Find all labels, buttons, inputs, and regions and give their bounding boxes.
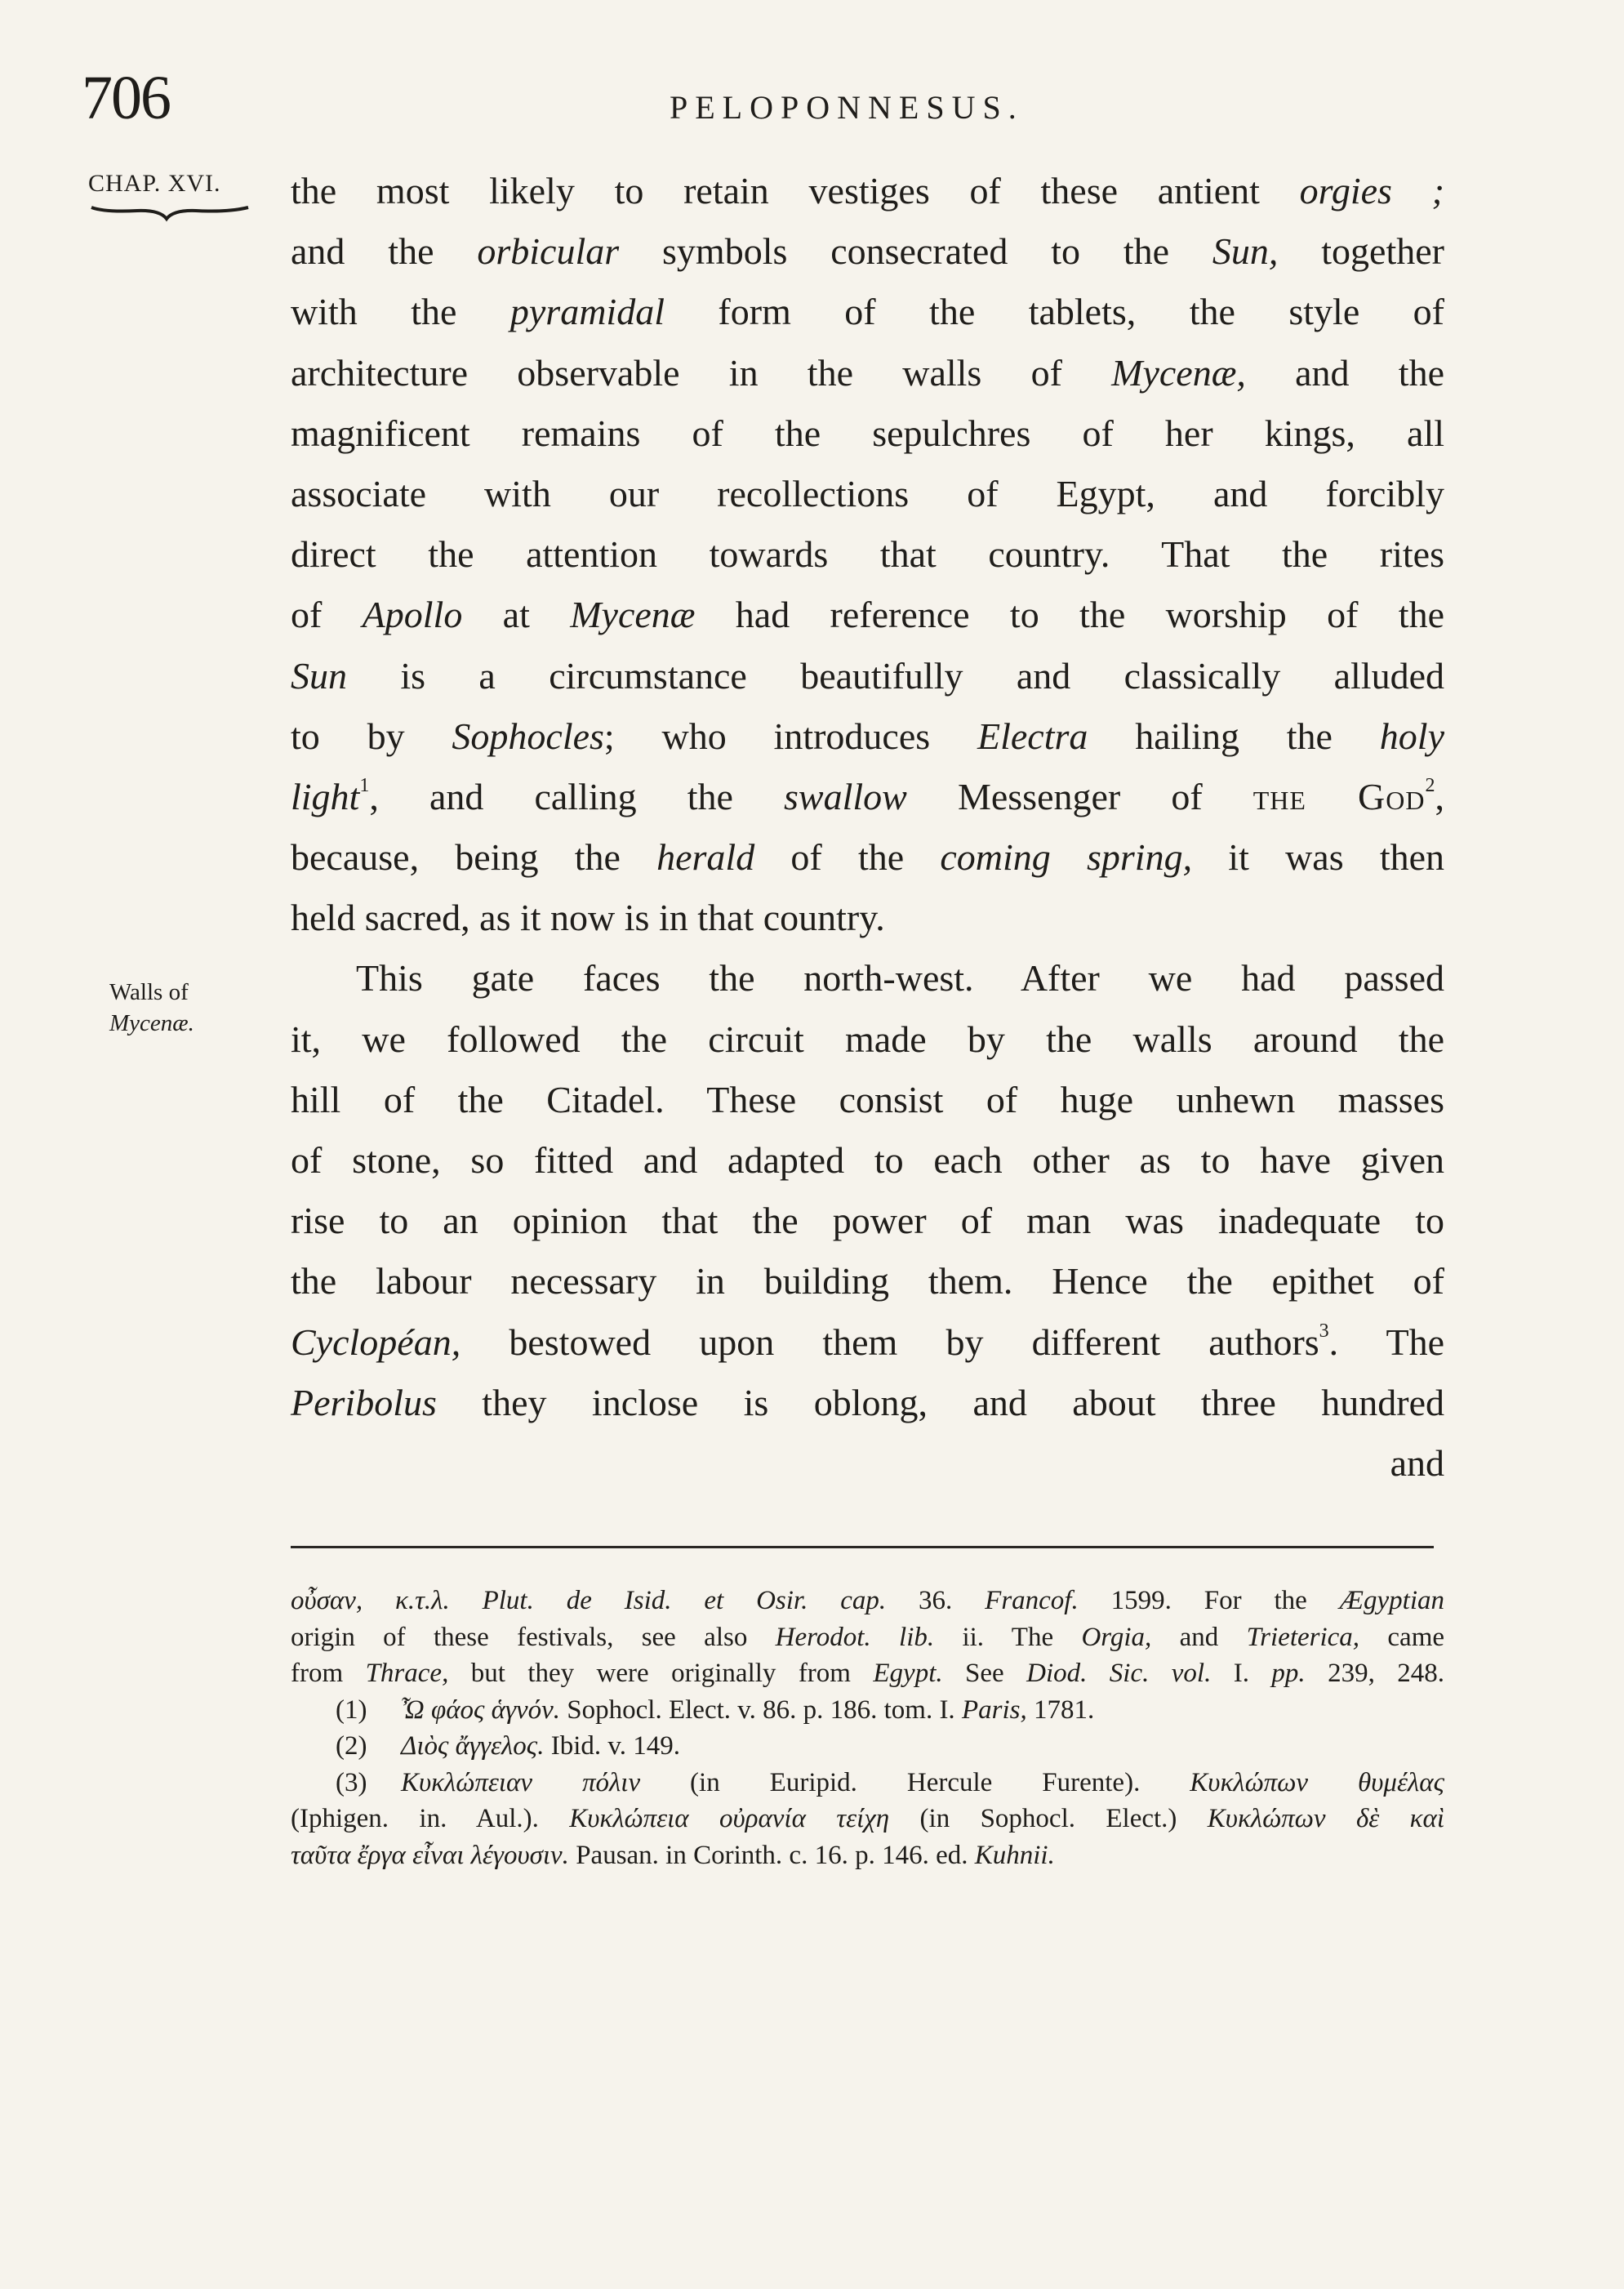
- body-line: the labour necessary in building them. Hence the epithet of: [291, 1260, 1444, 1303]
- body-text: [291, 161, 1444, 1494]
- body-line: to by Sophocles; who introduces Electra hailing the holy: [291, 715, 1444, 757]
- body-line: of Apollo at Mycenæ had reference to the worship of the: [291, 594, 1444, 636]
- body-line: and the orbicular symbols consecrated to the Sun, together: [291, 230, 1444, 273]
- footnote-3: (3) Κυκλώπειαν πόλιν (in Euripid. Hercule Furente). Κυκλώπων θυμέλας: [336, 1767, 1444, 1797]
- body-line: rise to an opinion that the power of man was inadequate to: [291, 1200, 1444, 1242]
- footnote-rule: [291, 1546, 1434, 1548]
- body-line: magnificent remains of the sepulchres of her kings, all: [291, 412, 1444, 454]
- body-line: hill of the Citadel. These consist of huge unhewn masses: [291, 1078, 1444, 1120]
- body-line: with the pyramidal form of the tablets, the style of: [291, 291, 1444, 333]
- footnote-line: from Thrace, but they were originally from Egypt. See Diod. Sic. vol. I. pp. 239, 248.: [291, 1659, 1444, 1688]
- body-line: associate with our recollections of Egypt, and forcibly: [291, 472, 1444, 514]
- body-line: Peribolus they inclose is oblong, and about three hundred: [291, 1381, 1444, 1423]
- page-number: 706: [82, 64, 170, 132]
- footnotes: [291, 1583, 1444, 1873]
- margin-note-line2: Mycenæ.: [109, 1010, 194, 1036]
- footnote-ref: 3: [1319, 1320, 1329, 1342]
- body-line: Sun is a circumstance beautifully and classically alluded: [291, 654, 1444, 697]
- body-line: light$^1$, and calling the swallow Messenger of the God$^2$,: [291, 774, 1444, 817]
- footnote-line: οὖσαν, κ.τ.λ. Plut. de Isid. et Osir. cap. 36. Francof. 1599. For the Ægyptian: [291, 1586, 1444, 1615]
- footnote-line: ταῦτα ἔργα εἶναι λέγουσιν. Pausan. in Corinth. c. 16. p. 146. ed. Kuhnii.: [291, 1840, 1055, 1870]
- margin-note: [109, 977, 194, 1039]
- footnote-ref: 1: [359, 774, 370, 796]
- footnote-ref: 2: [1425, 774, 1435, 796]
- footnote-line: origin of these festivals, see also Herodot. lib. ii. The Orgia, and Trieterica, came: [291, 1622, 1445, 1652]
- body-line: Cyclopéan, bestowed upon them by different authors$^3$. The: [291, 1320, 1444, 1363]
- footnote-line: (Iphigen. in. Aul.). Κυκλώπεια οὐρανία τείχη (in Sophocl. Elect.) Κυκλώπων δὲ καὶ: [291, 1804, 1444, 1833]
- footnote-2: (2) Διὸς ἄγγελος. Ibid. v. 149.: [336, 1731, 680, 1761]
- running-head: PELOPONNESUS.: [670, 89, 1024, 126]
- body-line: direct the attention towards that country. That the rites: [291, 533, 1444, 576]
- catchword: and: [1390, 1441, 1444, 1484]
- margin-note-line1: Walls of: [109, 979, 189, 1005]
- footnote-1: (1) Ὦ φάος ἁγνόν. Sophocl. Elect. v. 86. p. 186. tom. I. Paris, 1781.: [336, 1694, 1095, 1725]
- body-line: held sacred, as it now is in that country.: [291, 897, 885, 939]
- body-line: This gate faces the north-west. After we had passed: [356, 957, 1444, 1000]
- body-line: it, we followed the circuit made by the walls around the: [291, 1018, 1444, 1060]
- body-line: architecture observable in the walls of Mycenæ, and the: [291, 351, 1444, 394]
- body-line: because, being the herald of the coming spring, it was then: [291, 836, 1445, 879]
- body-line: of stone, so fitted and adapted to each other as to have given: [291, 1139, 1444, 1181]
- body-line: the most likely to retain vestiges of these antient orgies ;: [291, 170, 1444, 212]
- brace-ornament: [88, 203, 251, 224]
- chapter-label: CHAP. XVI.: [88, 170, 221, 197]
